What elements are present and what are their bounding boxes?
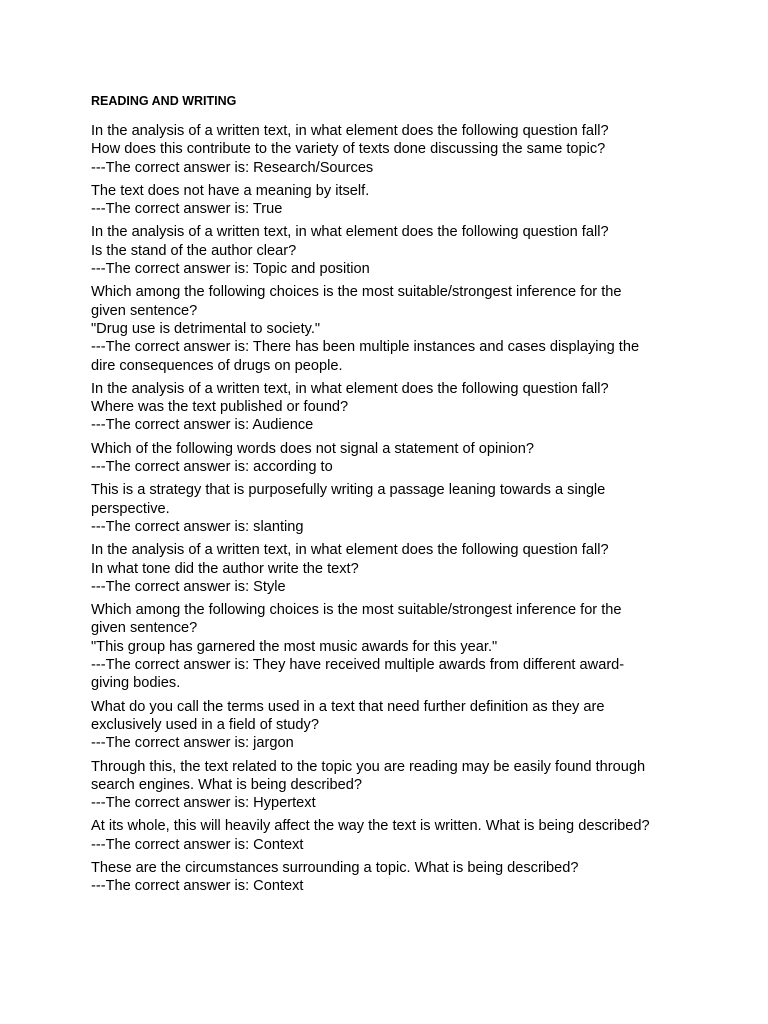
question-line: exclusively used in a field of study? <box>91 716 319 733</box>
answer-line: ---The correct answer is: Context <box>91 878 304 895</box>
question-line: perspective. <box>91 500 170 517</box>
qa-item <box>91 817 691 854</box>
question-line: giving bodies. <box>91 675 181 692</box>
qa-item <box>91 698 691 753</box>
question-line: search engines. What is being described? <box>91 776 362 793</box>
question-line: How does this contribute to the variety of texts done discussing the same topic? <box>91 141 606 158</box>
qa-item <box>91 182 691 219</box>
question-line: What do you call the terms used in a text that need further definition as they are <box>91 698 605 715</box>
qa-item <box>91 440 691 477</box>
qa-item <box>91 122 691 177</box>
answer-line: ---The correct answer is: Style <box>91 578 286 595</box>
question-line: ---The correct answer is: They have received multiple awards from different award- <box>91 657 625 674</box>
qa-item <box>91 601 691 692</box>
question-line: Which among the following choices is the most suitable/strongest inference for the <box>91 284 622 301</box>
question-line: Where was the text published or found? <box>91 399 349 416</box>
qa-item <box>91 758 691 813</box>
question-line: This is a strategy that is purposefully writing a passage leaning towards a single <box>91 482 606 499</box>
question-line: ---The correct answer is: There has been multiple instances and cases displaying the <box>91 339 640 356</box>
question-line: dire consequences of drugs on people. <box>91 357 343 374</box>
qa-item <box>91 380 691 435</box>
answer-line: ---The correct answer is: according to <box>91 459 333 476</box>
document-title: READING AND WRITING <box>91 94 237 108</box>
qa-item <box>91 223 691 278</box>
question-line: "This group has garnered the most music awards for this year." <box>91 638 498 655</box>
answer-line: ---The correct answer is: Topic and position <box>91 261 370 278</box>
answer-line: ---The correct answer is: Research/Sources <box>91 159 374 176</box>
question-line: In the analysis of a written text, in what element does the following question fall? <box>91 380 609 397</box>
question-line: given sentence? <box>91 620 198 637</box>
question-line: At its whole, this will heavily affect the way the text is written. What is being described? <box>91 818 650 835</box>
question-line: "Drug use is detrimental to society." <box>91 320 321 337</box>
question-line: Which among the following choices is the most suitable/strongest inference for the <box>91 602 622 619</box>
question-line: The text does not have a meaning by itself. <box>91 182 370 199</box>
question-line: Through this, the text related to the topic you are reading may be easily found through <box>91 758 646 775</box>
answer-line: ---The correct answer is: True <box>91 201 283 218</box>
question-line: given sentence? <box>91 302 198 319</box>
question-line: In the analysis of a written text, in what element does the following question fall? <box>91 542 609 559</box>
question-line: Which of the following words does not signal a statement of opinion? <box>91 440 534 457</box>
qa-item <box>91 541 691 596</box>
question-line: In the analysis of a written text, in what element does the following question fall? <box>91 123 609 139</box>
qa-item <box>91 481 691 536</box>
answer-line: ---The correct answer is: Audience <box>91 417 314 434</box>
question-line: Is the stand of the author clear? <box>91 242 297 259</box>
qa-item <box>91 283 691 374</box>
question-line: These are the circumstances surrounding a topic. What is being described? <box>91 859 579 876</box>
question-line: In what tone did the author write the text? <box>91 560 359 577</box>
answer-line: ---The correct answer is: slanting <box>91 518 304 535</box>
answer-line: ---The correct answer is: jargon <box>91 735 294 752</box>
qa-item <box>91 859 691 896</box>
question-line: In the analysis of a written text, in what element does the following question fall? <box>91 224 609 241</box>
answer-line: ---The correct answer is: Hypertext <box>91 795 316 812</box>
qa-list <box>91 122 691 901</box>
answer-line: ---The correct answer is: Context <box>91 836 304 853</box>
